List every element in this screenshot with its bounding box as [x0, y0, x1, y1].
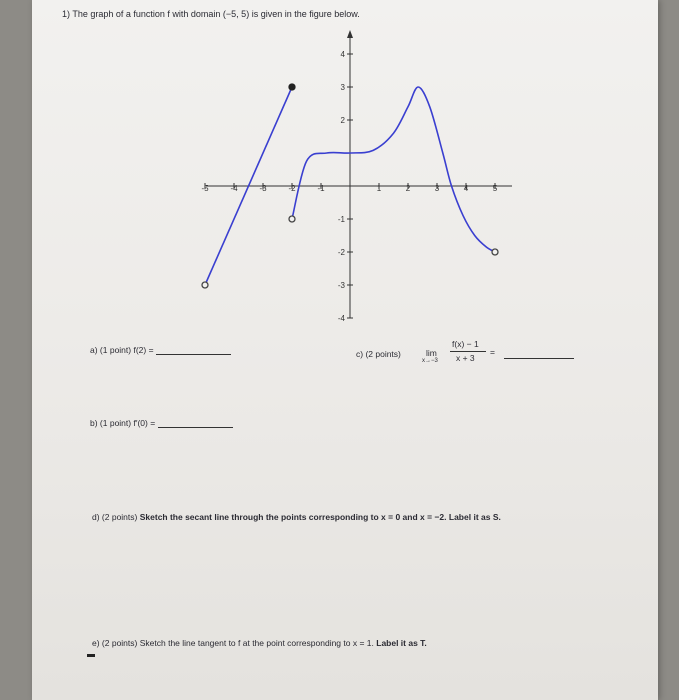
open-endpoint [202, 282, 208, 288]
x-tick-label: -2 [288, 184, 296, 193]
part-c-equals: = [490, 347, 495, 357]
part-a [90, 345, 231, 355]
part-e [92, 638, 427, 648]
margin-tick-mark [87, 654, 95, 657]
y-tick-label: 2 [340, 116, 345, 125]
part-c-label: c) (2 points) [356, 349, 401, 359]
x-tick-label: 1 [376, 184, 382, 193]
open-endpoint [492, 249, 498, 255]
part-a-answer[interactable] [156, 354, 231, 355]
part-c-answer[interactable] [504, 346, 574, 359]
part-d-label: d) (2 points) [92, 512, 138, 522]
y-tick-label: 4 [340, 50, 345, 59]
part-d-text: Sketch the secant line through the points corresponding to x = 0 and x = −2. [139, 512, 447, 522]
x-tick-label: -1 [317, 184, 325, 193]
question-intro: 1) The graph of a function f with domain (−5, 5) is given in the figure below. [62, 9, 360, 19]
part-e-tail: Label it as T. [376, 638, 427, 648]
x-tick-label: -4 [230, 184, 238, 193]
y-axis-arrow [347, 30, 353, 38]
part-b-answer[interactable] [158, 427, 233, 428]
y-tick-label: -2 [337, 248, 345, 257]
part-c-lim-sub: x→−3 [422, 358, 438, 364]
part-c-numerator: f(x) − 1 [452, 339, 479, 349]
x-tick-label: 3 [434, 184, 440, 193]
part-d [92, 512, 501, 522]
part-a-expr: f(2) = [133, 345, 154, 355]
part-a-label: a) (1 point) [90, 345, 132, 355]
part-c-denominator: x + 3 [456, 353, 475, 363]
x-tick-label: -3 [259, 184, 267, 193]
closed-endpoint [289, 84, 295, 90]
y-tick-label: 3 [340, 83, 345, 92]
part-b-expr: f′(0) = [133, 418, 156, 428]
part-e-text: Sketch the line tangent to f at the point corresponding to x = 1. [139, 638, 374, 648]
part-e-label: e) (2 points) [92, 638, 138, 648]
x-tick-label: 5 [492, 184, 498, 193]
curve-segment-right [292, 87, 495, 252]
y-tick-label: -3 [337, 281, 345, 290]
open-endpoint [289, 216, 295, 222]
x-tick-label: -5 [201, 184, 209, 193]
x-tick-label: 4 [463, 184, 469, 193]
y-tick-label: -4 [337, 314, 345, 323]
part-b [90, 418, 233, 428]
y-tick-label: -1 [337, 215, 345, 224]
part-d-tail: Label it as S. [448, 512, 501, 522]
part-b-label: b) (1 point) [90, 418, 132, 428]
x-tick-label: 2 [405, 184, 411, 193]
part-c-fraction-bar [450, 351, 486, 352]
part-c-lim: lim [426, 348, 437, 358]
